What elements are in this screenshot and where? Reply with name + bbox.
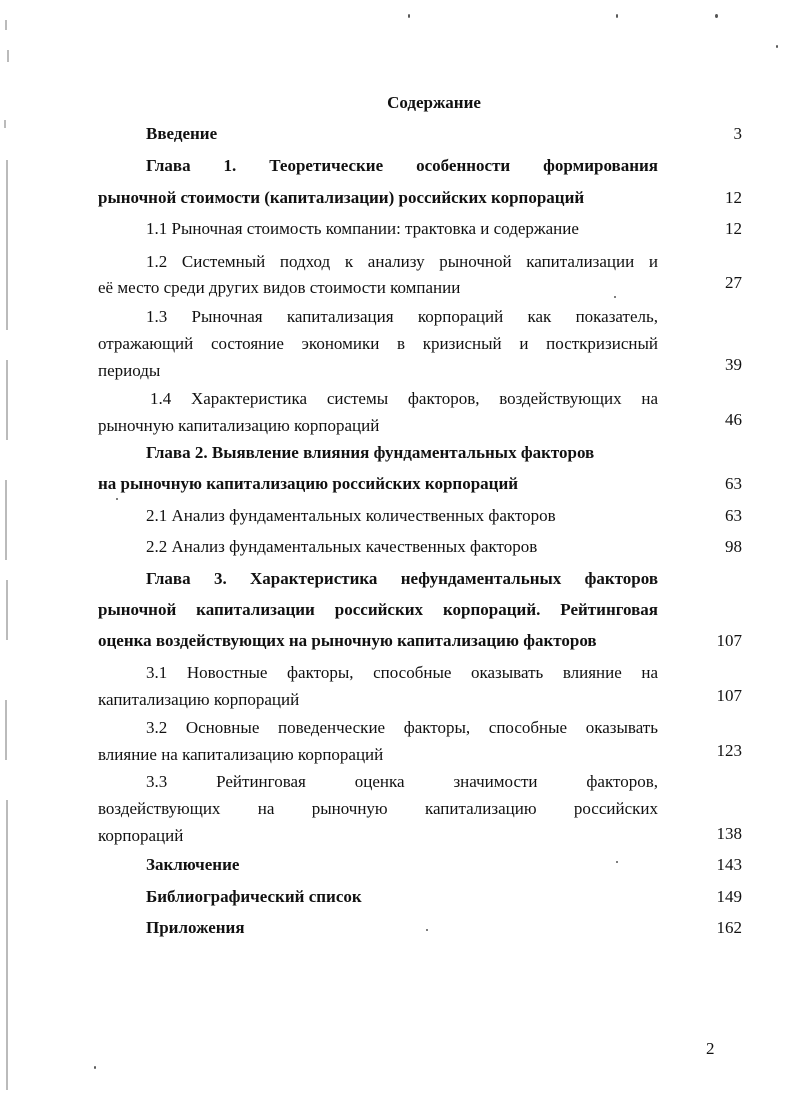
- scan-speck: [426, 929, 428, 931]
- toc-title: Содержание: [387, 93, 481, 112]
- scan-edge-noise: [0, 0, 14, 1098]
- toc-page-number: 162: [716, 918, 742, 937]
- toc-entry-3-1-cont: капитализацию корпораций: [98, 690, 300, 709]
- toc-entry-2-2: 2.2 Анализ фундаментальных качественных факторов: [146, 537, 538, 556]
- toc-entry-chapter-3-cont2: оценка воздействующих на рыночную капитализацию факторов: [98, 631, 597, 650]
- toc-entry-3-2-cont: влияние на капитализацию корпораций: [98, 745, 384, 764]
- toc-entry-bibliography: Библиографический список: [146, 887, 362, 906]
- scan-speck: [616, 861, 618, 863]
- scan-speck: [776, 45, 778, 48]
- toc-entry-1-2-cont: её место среди других видов стоимости компании: [98, 278, 461, 297]
- scan-speck: [616, 14, 618, 18]
- toc-word: российских: [573, 799, 658, 818]
- toc-page-number: 46: [725, 410, 742, 429]
- toc-entry-3-3-cont2: корпораций: [98, 826, 184, 845]
- toc-page-number: 107: [716, 631, 742, 650]
- toc-entry-chapter-1-cont: рыночной стоимости (капитализации) российских корпораций: [98, 188, 585, 207]
- toc-entry-1-3-cont2: периоды: [98, 361, 161, 380]
- toc-entry-3-2: 3.2 Основные поведенческие факторы, способные оказывать: [146, 718, 658, 737]
- toc-page-number: 107: [716, 686, 742, 705]
- scan-speck: [408, 14, 410, 18]
- toc-entry-1-4-cont: рыночную капитализацию корпораций: [98, 416, 380, 435]
- toc-word: факторов,: [586, 772, 658, 791]
- toc-page-number: 63: [725, 506, 742, 525]
- toc-entry-chapter-2: Глава 2. Выявление влияния фундаментальных факторов: [146, 443, 595, 462]
- toc-word: капитализацию: [424, 799, 537, 818]
- toc-word: рыночную: [311, 799, 388, 818]
- toc-word: на: [257, 799, 275, 818]
- toc-entry-1-4: 1.4 Характеристика системы факторов, воздействующих на: [150, 389, 658, 408]
- toc-entry-chapter-3-cont: рыночной капитализации российских корпораций. Рейтинговая: [98, 600, 658, 619]
- page-number: 2: [706, 1039, 715, 1058]
- toc-page-number: 3: [733, 124, 742, 143]
- toc-entry-3-3-wrap: [146, 772, 658, 792]
- toc-page-number: 12: [725, 188, 742, 207]
- toc-page-number: 39: [725, 355, 742, 374]
- scan-speck: [116, 498, 118, 500]
- toc-entry-3-3-cont: [98, 799, 658, 819]
- toc-entry-chapter-3: Глава 3. Характеристика нефундаментальных факторов: [146, 569, 658, 588]
- toc-page-number: 12: [725, 219, 742, 238]
- toc-entry-1-3: 1.3 Рыночная капитализация корпораций как показатель,: [146, 307, 658, 326]
- toc-page-number: 27: [725, 273, 742, 292]
- toc-page-number: 98: [725, 537, 742, 556]
- toc-word: 3.3: [146, 772, 168, 791]
- toc-entry-3-1: 3.1 Новостные факторы, способные оказывать влияние на: [146, 663, 658, 682]
- toc-entry-introduction: Введение: [146, 124, 218, 143]
- toc-word: оценка: [354, 772, 405, 791]
- toc-page-number: 149: [716, 887, 742, 906]
- toc-entry-3-3-cont-wrap: [98, 799, 658, 819]
- toc-entry-conclusion: Заключение: [146, 855, 240, 874]
- toc-entry-appendices: Приложения: [146, 918, 245, 937]
- toc-page-number: 138: [716, 824, 742, 843]
- scan-speck: [94, 1066, 96, 1069]
- toc-word: значимости: [453, 772, 538, 791]
- toc-entry-3-3: [146, 772, 658, 792]
- toc-entry-1-2: 1.2 Системный подход к анализу рыночной капитализации и: [146, 252, 658, 271]
- toc-entry-1-3-cont: отражающий состояние экономики в кризисный и посткризисный: [98, 334, 658, 353]
- toc-word: Рейтинговая: [216, 772, 306, 791]
- toc-page-number: 63: [725, 474, 742, 493]
- toc-entry-chapter-1: Глава 1. Теоретические особенности формирования: [146, 156, 658, 175]
- toc-entry-1-1: 1.1 Рыночная стоимость компании: трактовка и содержание: [146, 219, 579, 238]
- toc-entry-chapter-2-cont: на рыночную капитализацию российских корпораций: [98, 474, 519, 493]
- toc-entry-2-1: 2.1 Анализ фундаментальных количественных факторов: [146, 506, 556, 525]
- scan-speck: [614, 296, 616, 298]
- toc-page-number: 143: [716, 855, 742, 874]
- scan-speck: [715, 14, 718, 18]
- toc-page-number: 123: [716, 741, 742, 760]
- toc-word: воздействующих: [98, 799, 221, 818]
